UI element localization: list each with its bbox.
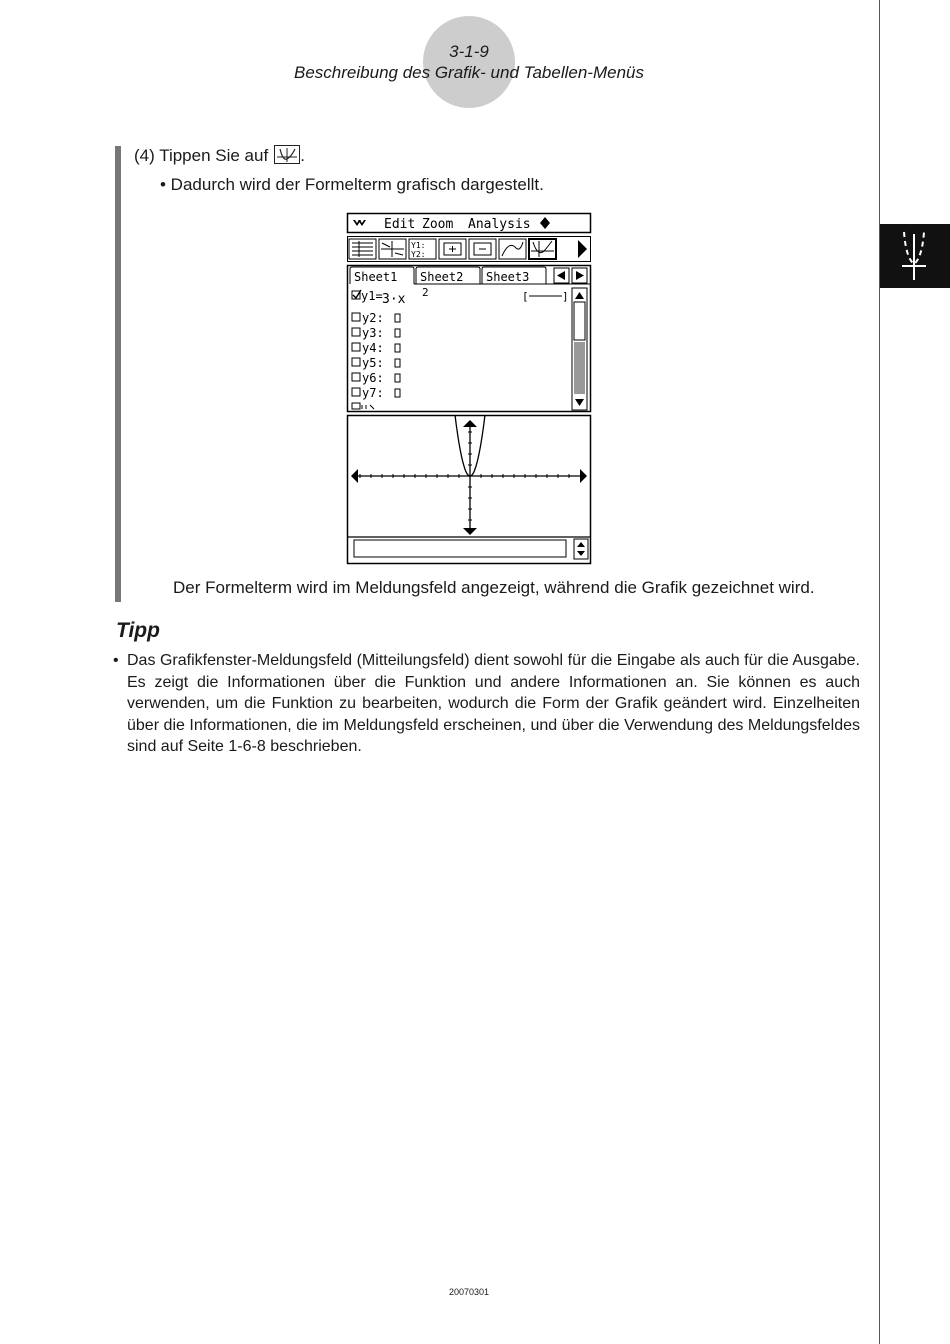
graph-chapter-icon	[880, 224, 950, 288]
step-bullet: • Dadurch wird der Formelterm grafisch dargestellt.	[160, 175, 544, 194]
tab-sheet3[interactable]: Sheet3	[486, 270, 530, 284]
scroll-thumb[interactable]	[574, 302, 585, 340]
tip-title: Tipp	[116, 619, 160, 642]
tip-bullet: •	[113, 652, 119, 669]
right-margin-rule	[879, 0, 880, 1344]
graph-draw-icon	[274, 145, 300, 164]
function-exp-y1: 2	[422, 286, 429, 299]
svg-text:[: [	[522, 290, 529, 303]
function-label-y6: y6:	[362, 371, 384, 385]
page-number-circle	[423, 16, 515, 108]
function-editor	[348, 266, 591, 412]
tab-sheet2[interactable]: Sheet2	[420, 270, 464, 284]
chapter-tab	[880, 224, 950, 288]
svg-text:Y1:: Y1:	[411, 241, 426, 250]
tab-sheet1[interactable]: Sheet1	[354, 270, 398, 284]
tip-text: Das Grafikfenster-Meldungsfeld (Mitteilungsfeld) dient sowohl für die Eingabe als auch für die Ausgabe. Es zeigt die Informationen über die Funktion und andere Informationen an. Sie können es auch verwenden, um die Funktion zu bearbeiten, wodurch die Form der Grafik geändert wird. Einzelheiten über die Informationen, die im Meldungsfeld erscheinen, und über die Verwendung des Meldungsfeldes sind auf Seite 1-6-8 beschrieben.	[127, 652, 860, 756]
function-label-y7: y7:	[362, 386, 384, 400]
toolbar-table-button[interactable]	[349, 239, 376, 259]
function-label-y5: y5:	[362, 356, 384, 370]
function-scrollbar[interactable]	[572, 288, 587, 410]
svg-text:Y2:: Y2:	[411, 250, 426, 259]
calculator-screen	[346, 212, 592, 566]
toolbar-graph-button[interactable]	[379, 239, 406, 259]
toolbar-trace-button[interactable]	[499, 239, 526, 259]
message-box-input[interactable]	[354, 540, 566, 557]
function-label-y2: y2:	[362, 311, 384, 325]
toolbar-yvar-button[interactable]	[409, 239, 436, 259]
toolbar-zoom-in-button[interactable]	[439, 239, 466, 259]
toolbar-draw-button[interactable]	[529, 239, 556, 259]
menu-item-edit[interactable]: Edit	[384, 217, 416, 232]
menu-item-analysis[interactable]: Analysis	[468, 217, 531, 232]
function-label-y1: y1=	[361, 289, 383, 303]
function-label-y3: y3:	[362, 326, 384, 340]
page-number: 3-1-9	[449, 42, 489, 61]
menu-item-zoom[interactable]: Zoom	[422, 217, 454, 232]
step-instruction	[134, 145, 305, 166]
step-label: (4) Tippen Sie auf	[134, 146, 269, 165]
step-caption: Der Formelterm wird im Meldungsfeld angezeigt, während die Grafik gezeichnet wird.	[173, 578, 815, 597]
page-heading: Beschreibung des Grafik- und Tabellen-Menüs	[294, 63, 644, 82]
tip-item	[113, 650, 860, 758]
step-bar	[115, 146, 121, 602]
function-label-y4: y4:	[362, 341, 384, 355]
svg-text:]: ]	[562, 290, 569, 303]
calculator-screen-svg	[346, 212, 592, 566]
step-suffix: .	[300, 146, 305, 165]
toolbar-zoom-out-button[interactable]	[469, 239, 496, 259]
function-expr-y1: 3·x	[382, 292, 406, 307]
footer-code: 20070301	[448, 1287, 490, 1297]
